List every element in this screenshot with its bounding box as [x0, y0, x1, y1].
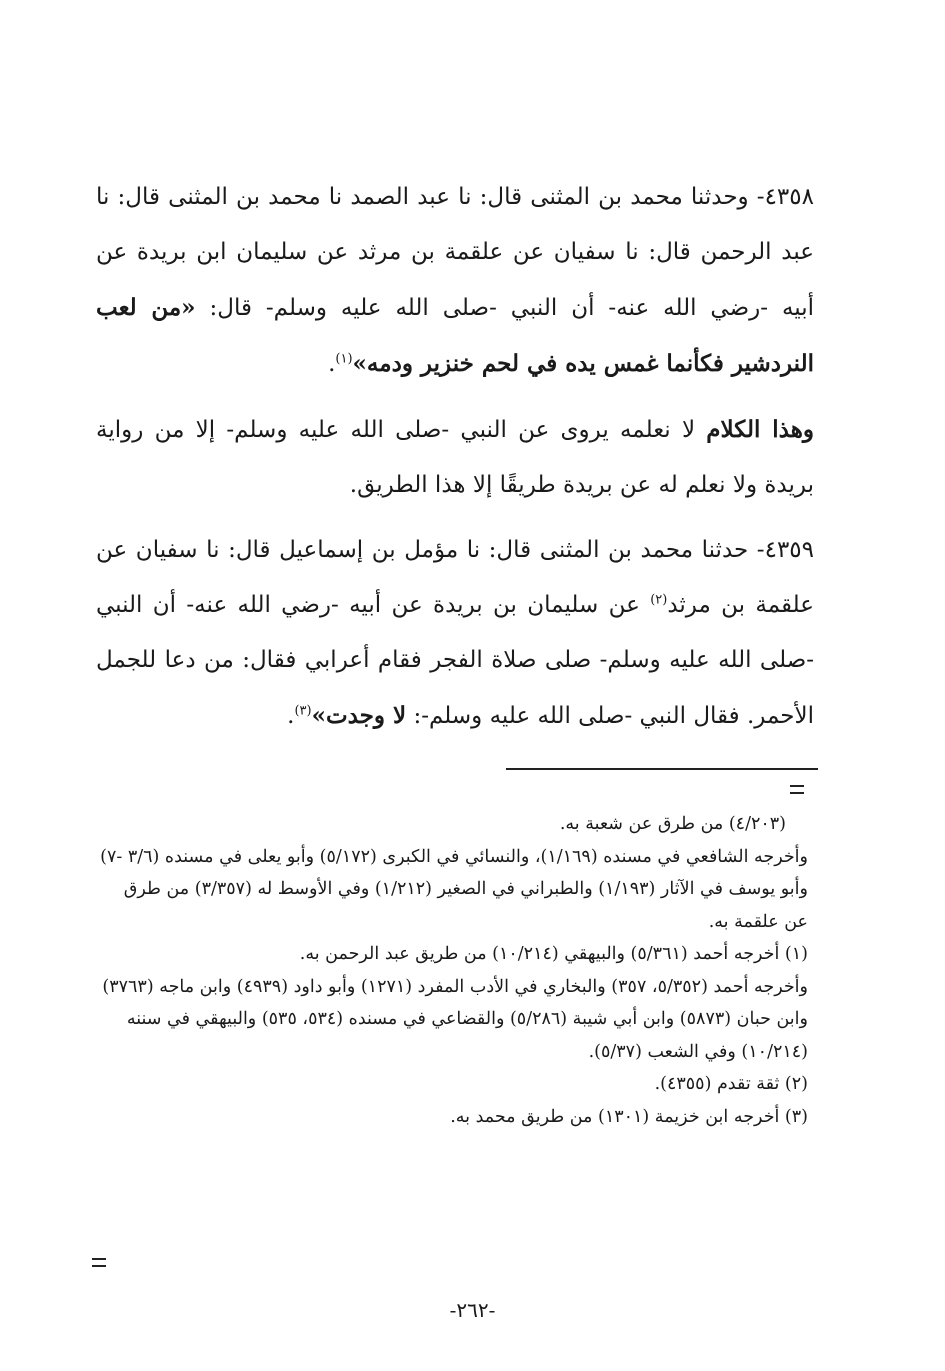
continuation-mark-top: [790, 785, 804, 794]
continuation-mark-bottom: [92, 1258, 106, 1267]
footnote-ref-2[interactable]: (٢): [650, 592, 668, 608]
footnote-1-continued: وأخرجه أحمد (٥/٣٥٢، ٣٥٧) والبخاري في الأدب المفرد (١٢٧١) وأبو داود (٤٩٣٩) وابن ماجه (٣٧٦٣) وابن حبان (٥٨٧٣) وابن أبي شيبة (٥/٢٨٦) والقضاعي في مسنده (٥٣٤، ٥٣٥) والبيهقي في سننه (١٠/٢١٤) وفي الشعب (٥/٣٧).: [102, 976, 808, 1062]
footnote-divider: [506, 768, 818, 770]
hadith-4359-text-a: ٤٣٥٩- حدثنا محمد بن المثنى قال: نا مؤمل بن إسماعيل قال: نا سفيان عن علقمة بن مرثد: [96, 537, 815, 618]
hadith-4358-text: ٤٣٥٨- وحدثنا محمد بن المثنى قال: نا عبد الصمد نا محمد بن المثنى قال: نا عبد الرحمن قال: نا سفيان عن علقمة بن مرثد عن سليمان ابن بريدة عن أبيه -رضي الله عنه- أن النبي -صلى الله عليه وسلم- قال:: [96, 184, 815, 321]
footnote-ref-1[interactable]: (١): [335, 351, 353, 367]
footnote-1: (١) أخرجه أحمد (٥/٣٦١) والبيهقي (١٠/٢١٤) من طريق عبد الرحمن به.: [299, 944, 808, 964]
hadith-4359-end: .: [287, 703, 295, 729]
footnote-continued-line: (٤/٢٠٣) من طرق عن شعبة به.: [559, 814, 786, 834]
commentary-text: لا نعلمه يروى عن النبي -صلى الله عليه وسلم- إلا من رواية بريدة ولا نعلم له عن بريدة طريقًا إلا هذا الطريق.: [96, 417, 814, 498]
commentary-paragraph: [96, 402, 814, 513]
commentary-lead: وهذا الكلام: [706, 416, 814, 443]
page-number: -٢٦٢-: [449, 1298, 496, 1322]
footnote-ref-3[interactable]: (٣): [294, 703, 312, 719]
hadith-4358-quote: «من لعب النردشير فكأنما غمس يده في لحم خنزير ودمه»: [96, 294, 814, 377]
footnote-3: (٣) أخرجه ابن خزيمة (١٣٠١) من طريق محمد به.: [450, 1106, 808, 1127]
footnote-continued-text: وأخرجه الشافعي في مسنده (١/١٦٩)، والنسائي في الكبرى (٥/١٧٢) وأبو يعلى في مسنده (٣/٦ -٧) وأبو يوسف في الآثار (١/١٩٣) والطبراني في الصغير (١/٢١٢) وفي الأوسط له (٣/٣٥٧) من طرق عن علقمة به.: [100, 846, 808, 932]
footnotes: [96, 808, 808, 1133]
hadith-4359-text-b: عن سليمان بن بريدة عن أبيه -رضي الله عنه- أن النبي -صلى الله عليه وسلم- صلى صلاة الفجر فقام أعرابي فقال: من دعا للجمل الأحمر. فقال النبي -صلى الله عليه وسلم-:: [96, 592, 814, 729]
footnote-2: (٢) ثقة تقدم (٤٣٥٥).: [654, 1074, 808, 1094]
main-text: [96, 170, 814, 754]
hadith-4359-quote: لا وجدت»: [311, 702, 407, 729]
hadith-4358-end: .: [328, 351, 336, 377]
hadith-4359: [96, 523, 814, 744]
hadith-4358: [96, 170, 814, 392]
